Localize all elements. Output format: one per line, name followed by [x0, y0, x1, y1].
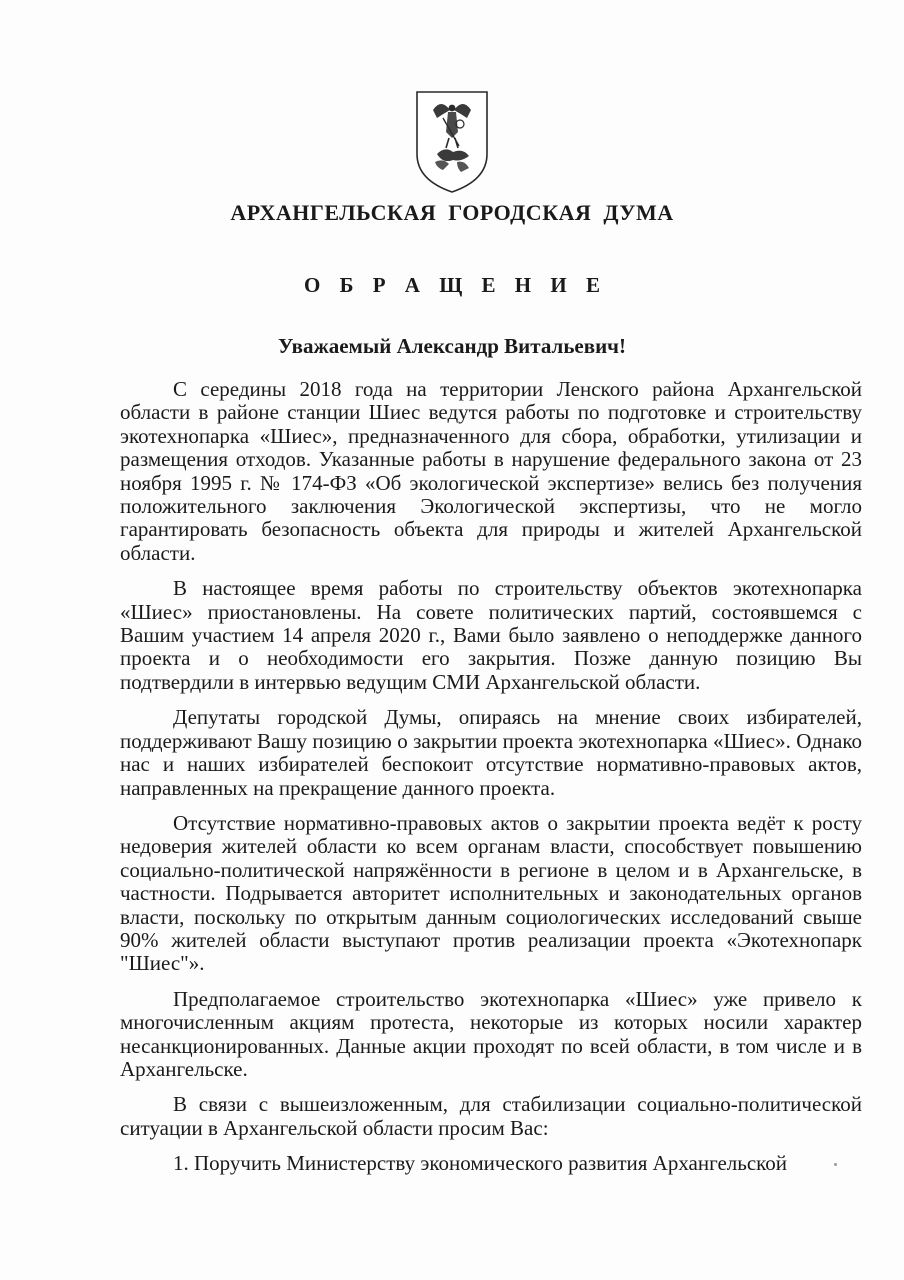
organization-title: АРХАНГЕЛЬСКАЯ ГОРОДСКАЯ ДУМА: [230, 200, 674, 225]
scan-speck: [834, 1163, 837, 1166]
paragraph: В связи с вышеизложенным, для стабилизации социально-политической ситуации в Архангельской области просим Вас:: [120, 1092, 862, 1140]
paragraph: С середины 2018 года на территории Ленского района Архангельской области в районе станции Шиес ведутся работы по подготовке и строительству экотехнопарка «Шиес», предназначенного для сбора, обработки, утилизации и размещения отходов. Указанные работы в нарушение федерального закона от 23 ноября 1995 г. № 174-ФЗ «Об экологической экспертизе» велись без получения положительного заключения Экологической экспертизы, что не могло гарантировать безопасность объекта для природы и жителей Архангельской области.: [120, 377, 862, 565]
paragraph: Депутаты городской Думы, опираясь на мнение своих избирателей, поддерживают Вашу позицию о закрытии проекта экотехнопарка «Шиес». Однако нас и наших избирателей беспокоит отсутствие нормативно-правовых актов, направленных на прекращение данного проекта.: [120, 705, 862, 800]
salutation: Уважаемый Александр Витальевич!: [277, 334, 627, 358]
paragraph: Отсутствие нормативно-правовых актов о закрытии проекта ведёт к росту недоверия жителей области ко всем органам власти, способствует повышению социально-политической напряжённости в регионе в целом и в Архангельске, в частности. Подрывается авторитет исполнительных и законодательных органов власти, поскольку по открытым данным социологических исследований свыше 90% жителей области выступают против реализации проекта «Экотехнопарк "Шиес"».: [120, 810, 862, 976]
paragraph: В настоящее время работы по строительству объектов экотехнопарка «Шиес» приостановлены. На совете политических партий, состоявшемся с Вашим участием 14 апреля 2020 г., Вами было заявлено о неподдержке данного проекта и о необходимости его закрытия. Позже данную позицию Вы подтвердили в интервью ведущим СМИ Архангельской области.: [120, 576, 862, 694]
numbered-item: 1. Поручить Министерству экономического развития Архангельской: [173, 1151, 788, 1176]
paragraph: Предполагаемое строительство экотехнопарка «Шиес» уже привело к многочисленным акциям протеста, некоторые из которых носили характер несанкционированных. Данные акции проходят по всей области, в том числе и в Архангельске.: [120, 986, 862, 1081]
coat-of-arms-icon: [413, 88, 491, 196]
letter-body: [120, 378, 862, 1176]
document-type-title: О Б Р А Щ Е Н И Е: [304, 273, 607, 297]
